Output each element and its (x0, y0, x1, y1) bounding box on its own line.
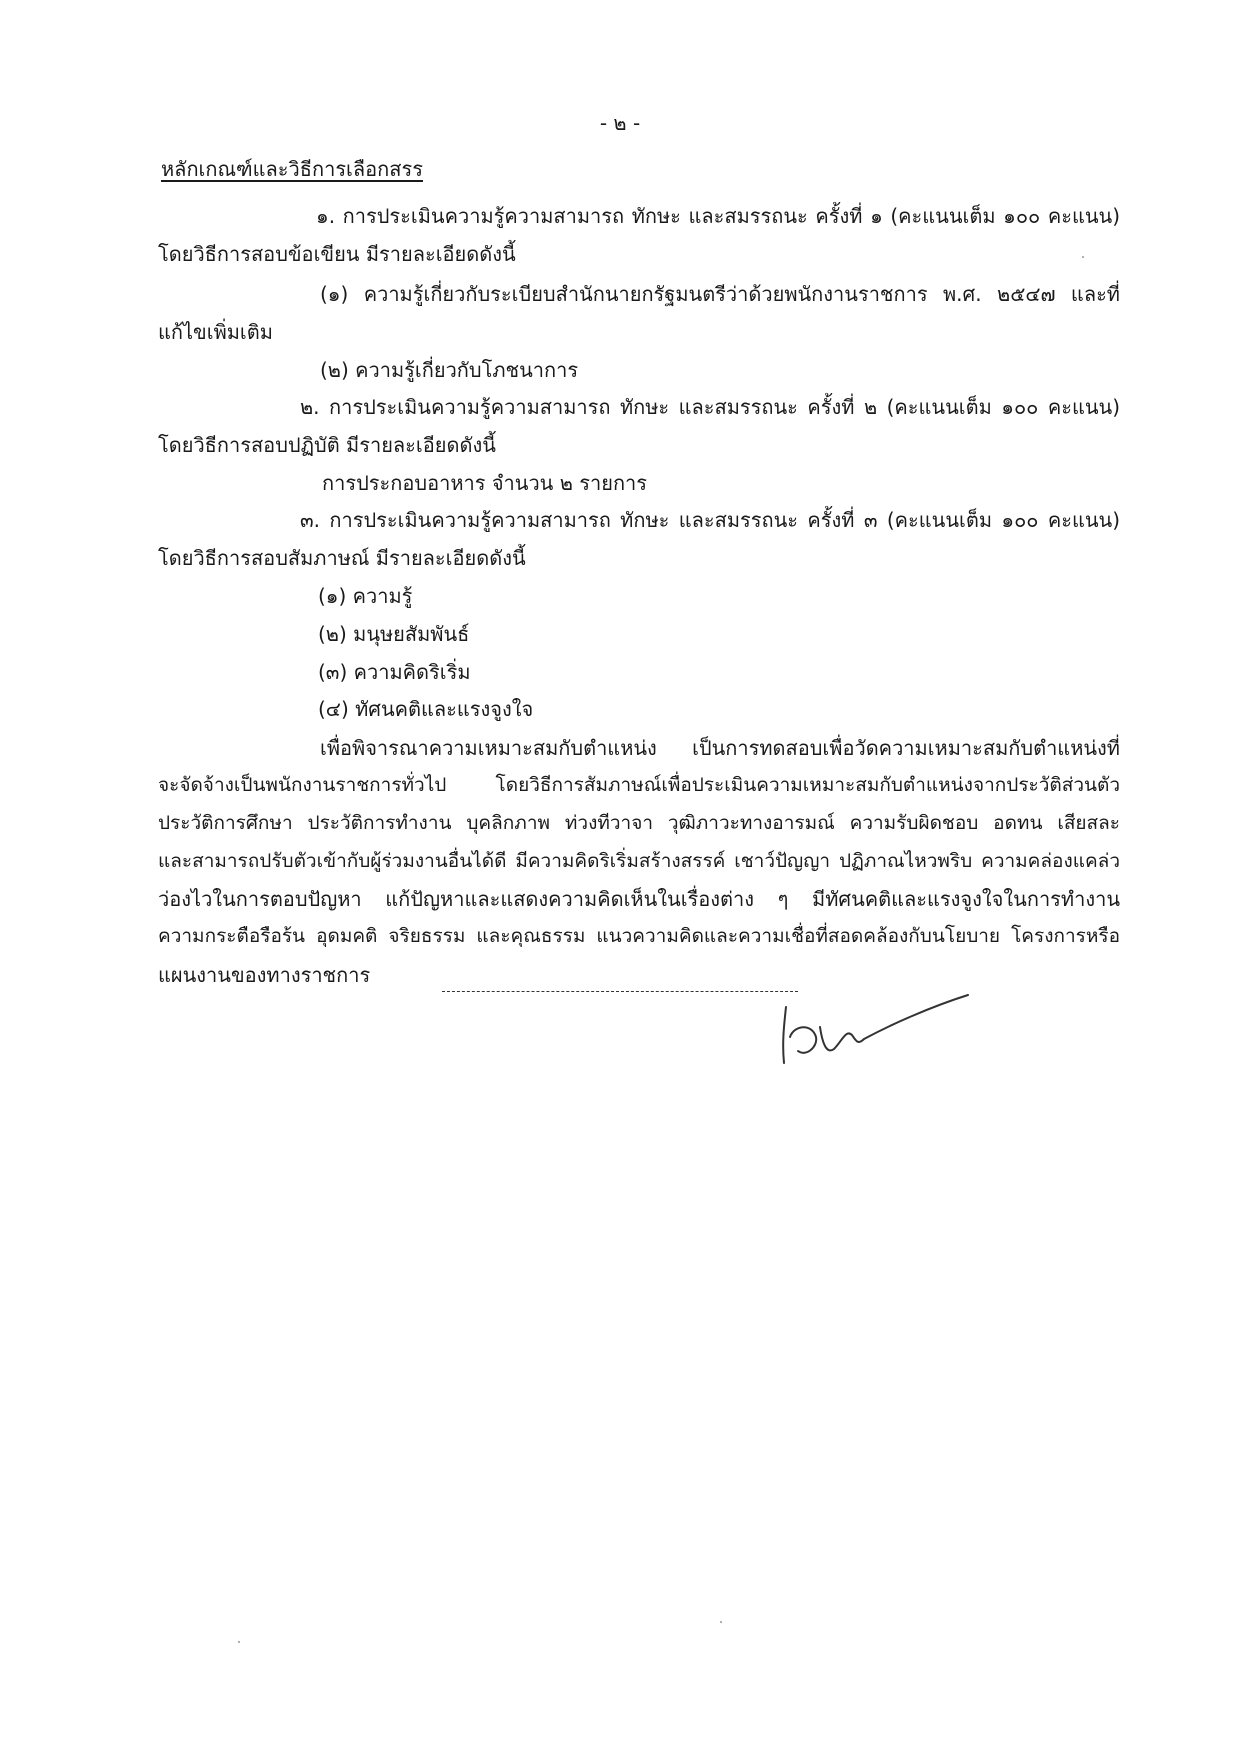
section3-line2: โดยวิธีการสอบสัมภาษณ์ มีรายละเอียดดังนี้ (158, 546, 526, 570)
paragraph-line: จะจัดจ้างเป็นพนักงานราชการทั่วไป โดยวิธีการสัมภาษณ์เพื่อประเมินความเหมาะสมกับตำแหน่งจากประวัติส่วนตัว (158, 774, 1120, 796)
section3-item: (๑) ความรู้ (318, 584, 413, 608)
section1-item2: (๒) ความรู้เกี่ยวกับโภชนาการ (320, 358, 579, 382)
divider-line (442, 991, 798, 992)
paragraph-line: และสามารถปรับตัวเข้ากับผู้ร่วมงานอื่นได้ดี มีความคิดริเริ่มสร้างสรรค์ เชาว์ปัญญา ปฏิภาณไหวพริบ ความคล่องแคล่ว (158, 850, 1120, 872)
paragraph-line: ว่องไวในการตอบปัญหา แก้ปัญหาและแสดงความคิดเห็นในเรื่องต่าง ๆ มีทัศนคติและแรงจูงใจในการทำงาน (158, 887, 1120, 911)
section1-line1: ๑. การประเมินความรู้ความสามารถ ทักษะ และสมรรถนะ ครั้งที่ ๑ (คะแนนเต็ม ๑๐๐ คะแนน) (316, 204, 1120, 228)
section2-line2: โดยวิธีการสอบปฏิบัติ มีรายละเอียดดังนี้ (158, 433, 496, 457)
paragraph-line: ความกระตือรือร้น อุดมคติ จริยธรรม และคุณธรรม แนวความคิดและความเชื่อที่สอดคล้องกับนโยบาย โครงการหรือ (158, 925, 1120, 947)
page-number: - ๒ - (599, 111, 641, 135)
paragraph-line: ประวัติการศึกษา ประวัติการทำงาน บุคลิกภาพ ท่วงทีวาจา วุฒิภาวะทางอารมณ์ ความรับผิดชอบ อดทน เสียสละ (158, 812, 1120, 834)
section1-item1-line2: แก้ไขเพิ่มเติม (158, 320, 273, 344)
section-heading: หลักเกณฑ์และวิธีการเลือกสรร (161, 157, 423, 181)
section1-item1-line1: (๑) ความรู้เกี่ยวกับระเบียบสำนักนายกรัฐมนตรีว่าด้วยพนักงานราชการ พ.ศ. ๒๕๔๗ และที่ (320, 282, 1120, 306)
section2-line1: ๒. การประเมินความรู้ความสามารถ ทักษะ และสมรรถนะ ครั้งที่ ๒ (คะแนนเต็ม ๑๐๐ คะแนน) (300, 395, 1120, 419)
scan-speck (1082, 256, 1084, 258)
scan-speck (720, 1621, 722, 1623)
section3-item: (๒) มนุษยสัมพันธ์ (318, 622, 470, 646)
scan-speck (238, 1641, 240, 1643)
section3-line1: ๓. การประเมินความรู้ความสามารถ ทักษะ และสมรรถนะ ครั้งที่ ๓ (คะแนนเต็ม ๑๐๐ คะแนน) (300, 508, 1120, 532)
section1-line2: โดยวิธีการสอบข้อเขียน มีรายละเอียดดังนี้ (158, 242, 516, 266)
section2-item1: การประกอบอาหาร จำนวน ๒ รายการ (322, 471, 648, 495)
section3-item: (๓) ความคิดริเริ่ม (318, 660, 471, 684)
paragraph-line: เพื่อพิจารณาความเหมาะสมกับตำแหน่ง เป็นการทดสอบเพื่อวัดความเหมาะสมกับตำแหน่งที่ (320, 736, 1120, 760)
section3-item: (๔) ทัศนคติและแรงจูงใจ (318, 697, 534, 721)
signature-image (760, 985, 980, 1075)
paragraph-line: แผนงานของทางราชการ (158, 963, 371, 987)
